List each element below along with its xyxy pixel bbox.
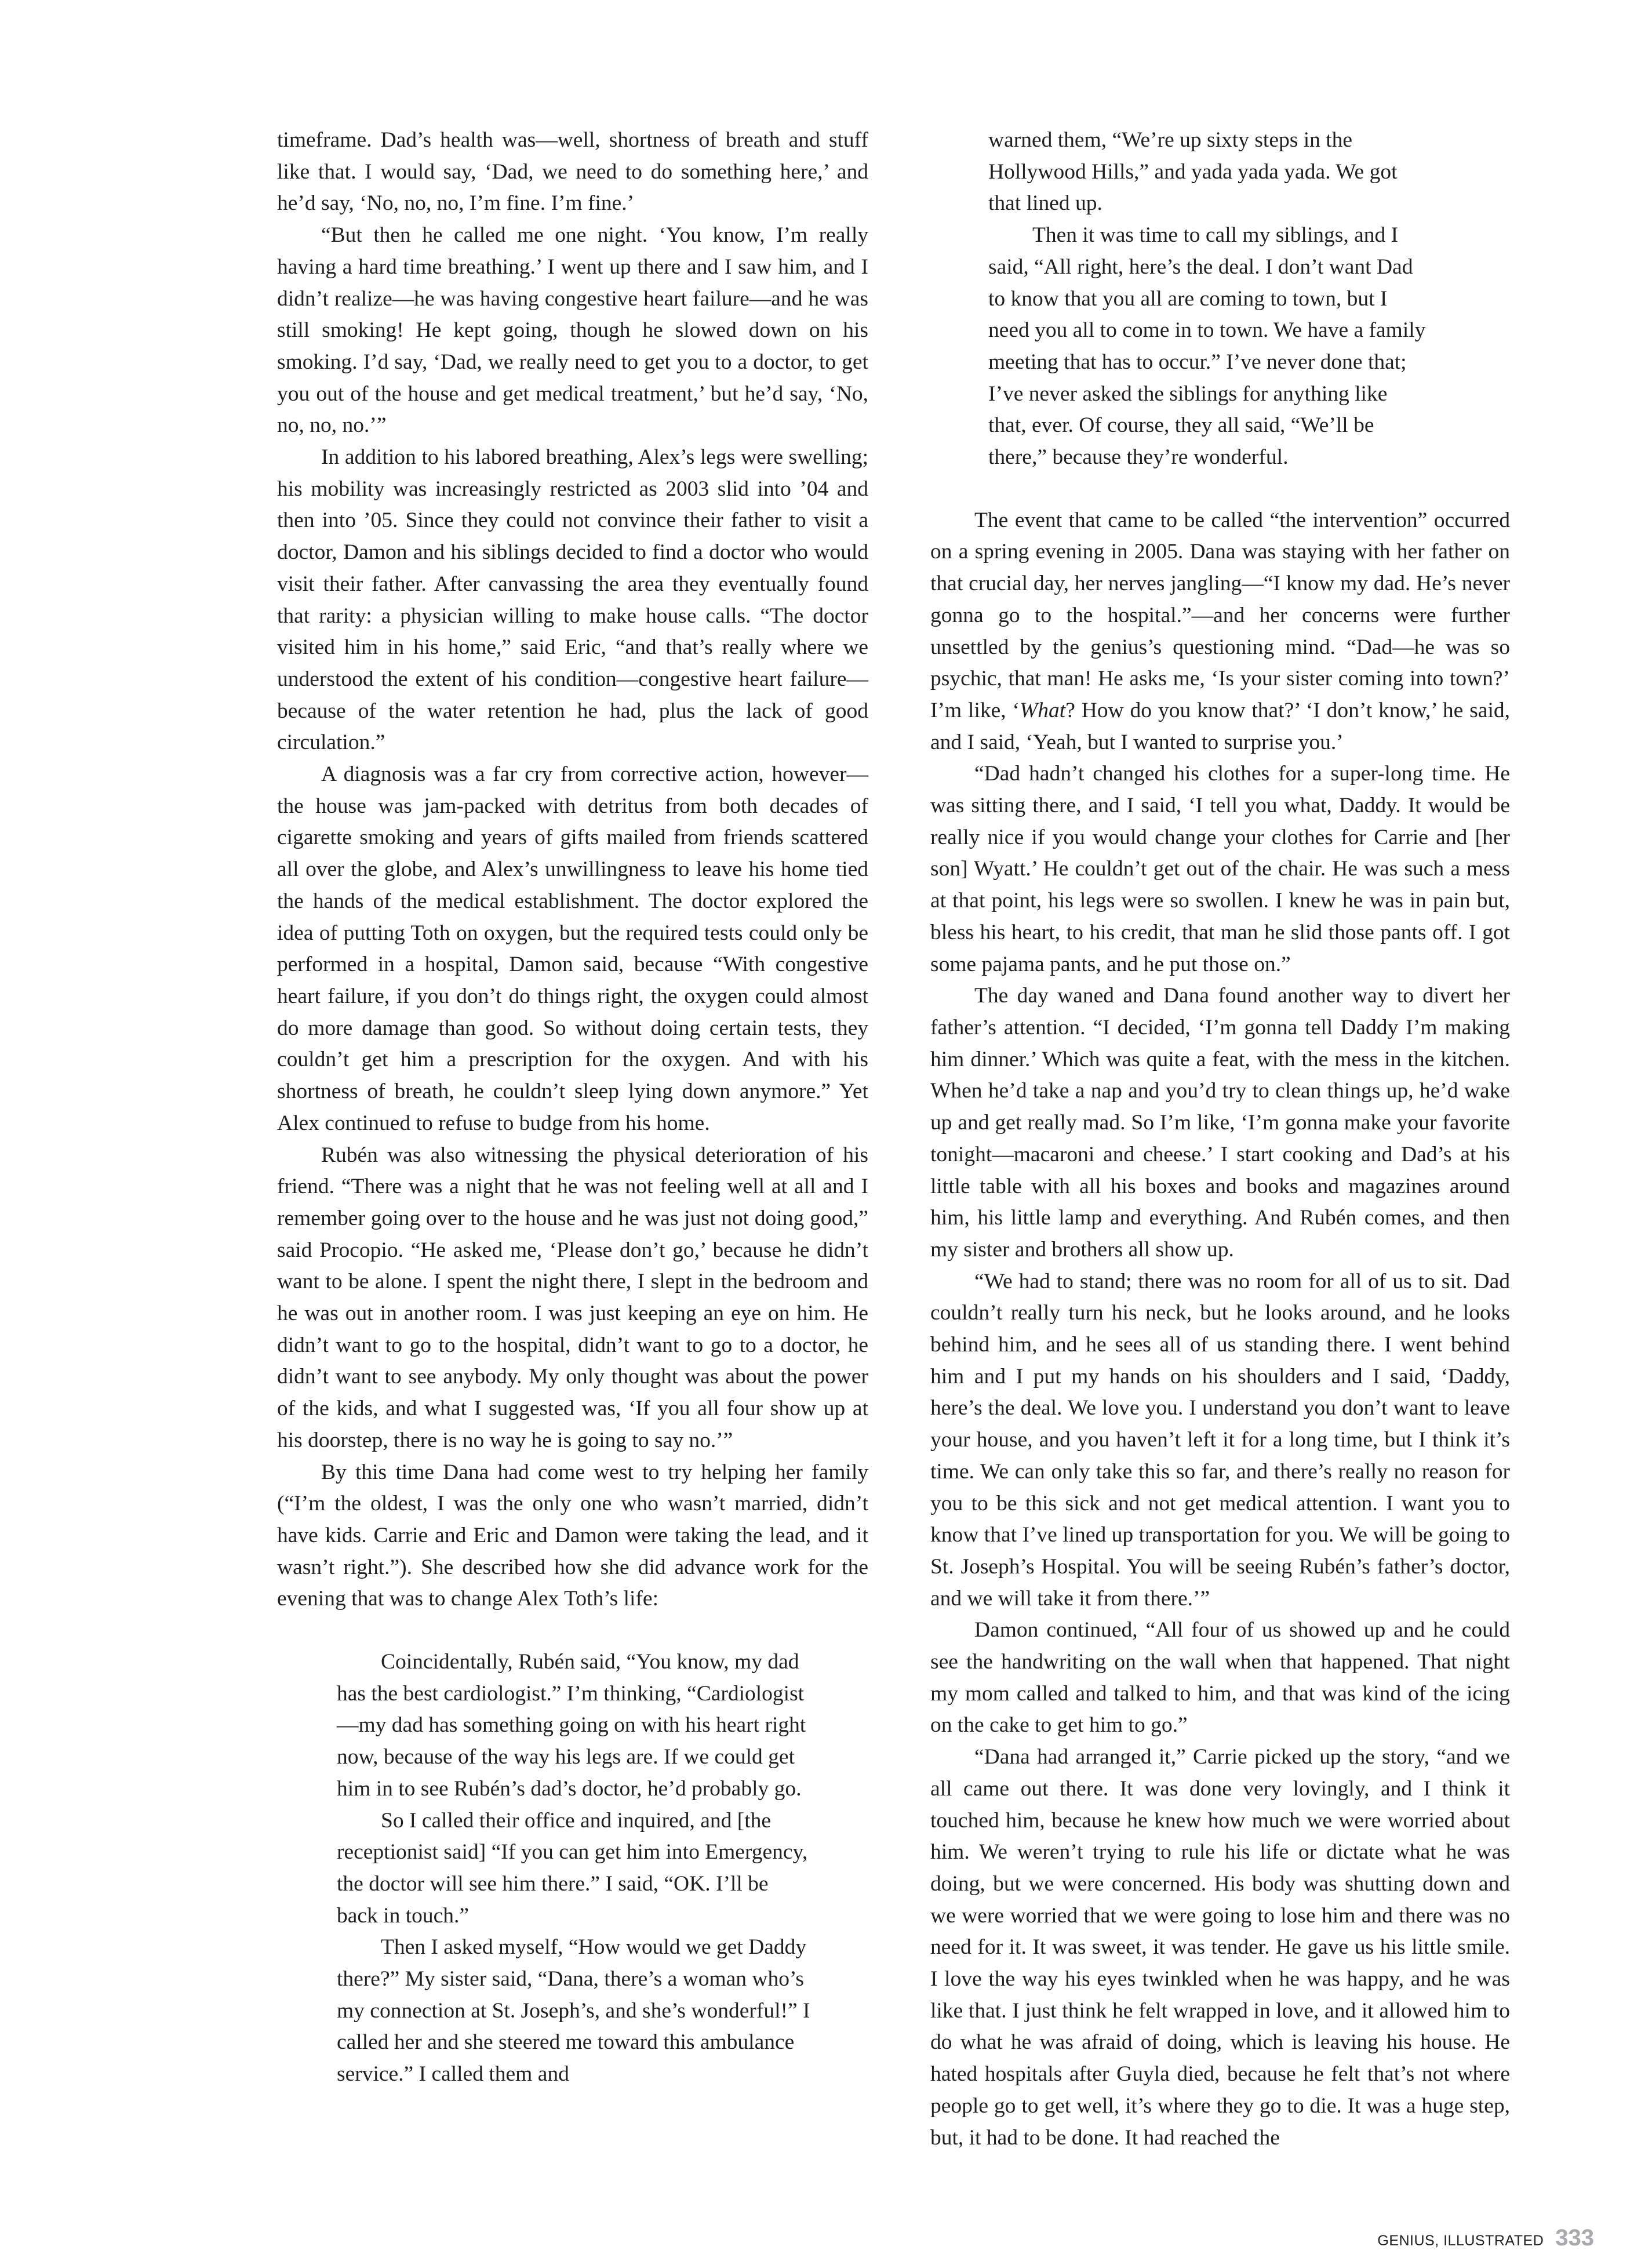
- paragraph-text: ? How do you know that?’ ‘I don’t know,’ he said, and I said, ‘Yeah, but I wanted to surprise you.’: [930, 698, 1510, 754]
- quote-paragraph: warned them, “We’re up sixty steps in the Hollywood Hills,” and yada yada yada. We got that lined up.: [988, 128, 1398, 216]
- page-footer: [1377, 2225, 1594, 2251]
- page-number: 333: [1555, 2225, 1594, 2251]
- quote-paragraph: Then it was time to call my siblings, and I said, “All right, here’s the deal. I don’t want Dad to know that you all are coming to town, but I need you all to come in to town. We have a family meeting that has to occur.” I’ve never done that; I’ve never asked the siblings for anything like that, ever. Of course, they all said, “We’ll be there,” because they’re wonderful.: [988, 223, 1426, 470]
- body-paragraph: timeframe. Dad’s health was—well, shortness of breath and stuff like that. I would say, ‘Dad, we need to do something here,’ and he’d say, ‘No, no, no, I’m fine. I’m fine.’: [277, 128, 868, 216]
- paragraph-text: The event that came to be called “the intervention” occurred on a spring evening in 2005. Dana was staying with her father on that crucial day, her nerves jangling—“I know my dad. He’s never gonna go to the hospital.”—and her concerns were further unsettled by the genius’s questioning mind. “Dad—he was so psychic, that man! He asks me, ‘Is your sister coming into town?’ I’m like, ‘: [930, 508, 1510, 722]
- body-paragraph: [930, 505, 1510, 759]
- running-title: GENIUS, ILLUSTRATED: [1377, 2233, 1544, 2249]
- quote-paragraph: Then I asked myself, “How would we get Daddy there?” My sister said, “Dana, there’s a woman who’s my connection at St. Joseph’s, and she’s wonderful!” I called her and she steered me toward this ambulance service.” I called them and: [337, 1935, 810, 2086]
- body-paragraph: “Dad hadn’t changed his clothes for a super-long time. He was sitting there, and I said, ‘I tell you what, Daddy. It would be really nice if you would change your clothes for Carrie and [her son] Wyatt.’ He couldn’t get out of the chair. He was such a mess at that point, his legs were so swollen. I knew he was in pain but, bless his heart, to his credit, that man he slid those pants off. I got some pajama pants, and he put those on.”: [930, 762, 1510, 976]
- block-quote: [337, 1646, 810, 2091]
- quote-paragraph: So I called their office and inquired, and [the receptionist said] “If you can get him into Emergency, the doctor will see him there.” I said, “OK. I’ll be back in touch.”: [337, 1808, 808, 1928]
- body-paragraph: A diagnosis was a far cry from corrective action, however—the house was jam-packed with detritus from both decades of cigarette smoking and years of gifts mailed from friends scattered all over the globe, and Alex’s unwillingness to leave his home tied the hands of the medical establishment. The doctor explored the idea of putting Toth on oxygen, but the required tests could only be performed in a hospital, Damon said, because “With congestive heart failure, if you don’t do things right, the oxygen could almost do more damage than good. So without doing certain tests, they couldn’t get him a prescription for the oxygen. And with his shortness of breath, he couldn’t sleep lying down anymore.” Yet Alex continued to refuse to budge from his home.: [277, 762, 868, 1135]
- quote-paragraph: Coincidentally, Rubén said, “You know, my dad has the best cardiologist.” I’m thinking, “Cardiologist—my dad has something going on with his heart right now, because of the way his legs are. If we could get him in to see Rubén’s dad’s doctor, he’d probably go.: [337, 1650, 806, 1801]
- body-paragraph: “Dana had arranged it,” Carrie picked up the story, “and we all came out there. It was done very lovingly, and I think it touched him, because he knew how much we were worried about him. We weren’t trying to rule his life or dictate what he was doing, but we were concerned. His body was shutting down and we were worried that we were going to lose him and there was no need for it. It was sweet, it was tender. He gave us his little smile. I love the way his eyes twinkled when he was happy, and he was like that. I just think he felt wrapped in love, and it allowed him to do what he was afraid of doing, which is leaving his house. He hated hospitals after Guyla died, because he felt that’s not where people go to get well, it’s where they go to die. It was a huge step, but, it had to be done. It had reached the: [930, 1745, 1510, 2150]
- body-paragraph: “But then he called me one night. ‘You know, I’m really having a hard time breathing.’ I went up there and I saw him, and I didn’t realize—he was having congestive heart failure—and he was still smoking! He kept going, though he slowed down on his smoking. I’d say, ‘Dad, we really need to get you to a doctor, to get you out of the house and get medical treatment,’ but he’d say, ‘No, no, no, no.’”: [277, 223, 868, 438]
- body-paragraph: Damon continued, “All four of us showed up and he could see the handwriting on the wall when that happened. That night my mom called and talked to him, and that was kind of the icing on the cake to get him to go.”: [930, 1618, 1510, 1737]
- body-paragraph: Rubén was also witnessing the physical deterioration of his friend. “There was a night that he was not feeling well at all and I remember going over to the house and he was just not doing good,” said Procopio. “He asked me, ‘Please don’t go,’ because he didn’t want to be alone. I spent the night there, I slept in the bedroom and he was out in another room. I was just keeping an eye on him. He didn’t want to go to the hospital, didn’t want to go to a doctor, he didn’t want to see anybody. My only thought was about the power of the kids, and what I suggested was, ‘If you all four show up at his doorstep, there is no way he is going to say no.’”: [277, 1143, 868, 1452]
- body-paragraph: In addition to his labored breathing, Alex’s legs were swelling; his mobility was increasingly restricted as 2003 slid into ’04 and then into ’05. Since they could not convince their father to visit a doctor, Damon and his siblings decided to find a doctor who would visit their father. After canvassing the area they eventually found that rarity: a physician willing to make house calls. “The doctor visited him in his home,” said Eric, “and that’s really where we understood the extent of his condition—congestive heart failure—because of the water retention he had, plus the lack of good circulation.”: [277, 445, 868, 755]
- body-paragraph: By this time Dana had come west to try helping her family (“I’m the oldest, I was the only one who wasn’t married, didn’t have kids. Carrie and Eric and Damon were taking the lead, and it wasn’t right.”). She described how she did advance work for the evening that was to change Alex Toth’s life:: [277, 1460, 868, 1611]
- block-quote-continued: [988, 125, 1429, 474]
- body-paragraph: The day waned and Dana found another way to divert her father’s attention. “I decided, ‘I’m gonna tell Daddy I’m making him dinner.’ Which was quite a feat, with the mess in the kitchen. When he’d take a nap and you’d try to clean things up, he’d wake up and get really mad. So I’m like, ‘I’m gonna make your favorite tonight—macaroni and cheese.’ I start cooking and Dad’s at his little table with all his boxes and books and magazines around him, his little lamp and everything. And Rubén comes, and then my sister and brothers all show up.: [930, 984, 1510, 1262]
- left-column: [277, 125, 868, 2091]
- body-paragraph: “We had to stand; there was no room for all of us to sit. Dad couldn’t really turn his neck, but he looks around, and he looks behind him, and he sees all of us standing there. I went behind him and I put my hands on his shoulders and I said, ‘Daddy, here’s the deal. We love you. I understand you don’t want to leave your house, and you haven’t left it for a long time, but I think it’s time. We can only take this so far, and there’s really no reason for you to be this sick and not get medical attention. I want you to know that I’ve lined up transportation for you. We will be going to St. Joseph’s Hospital. You will be seeing Rubén’s father’s doctor, and we will take it from there.’”: [930, 1269, 1510, 1611]
- right-column: [930, 125, 1510, 2154]
- italic-word: What: [1020, 698, 1066, 722]
